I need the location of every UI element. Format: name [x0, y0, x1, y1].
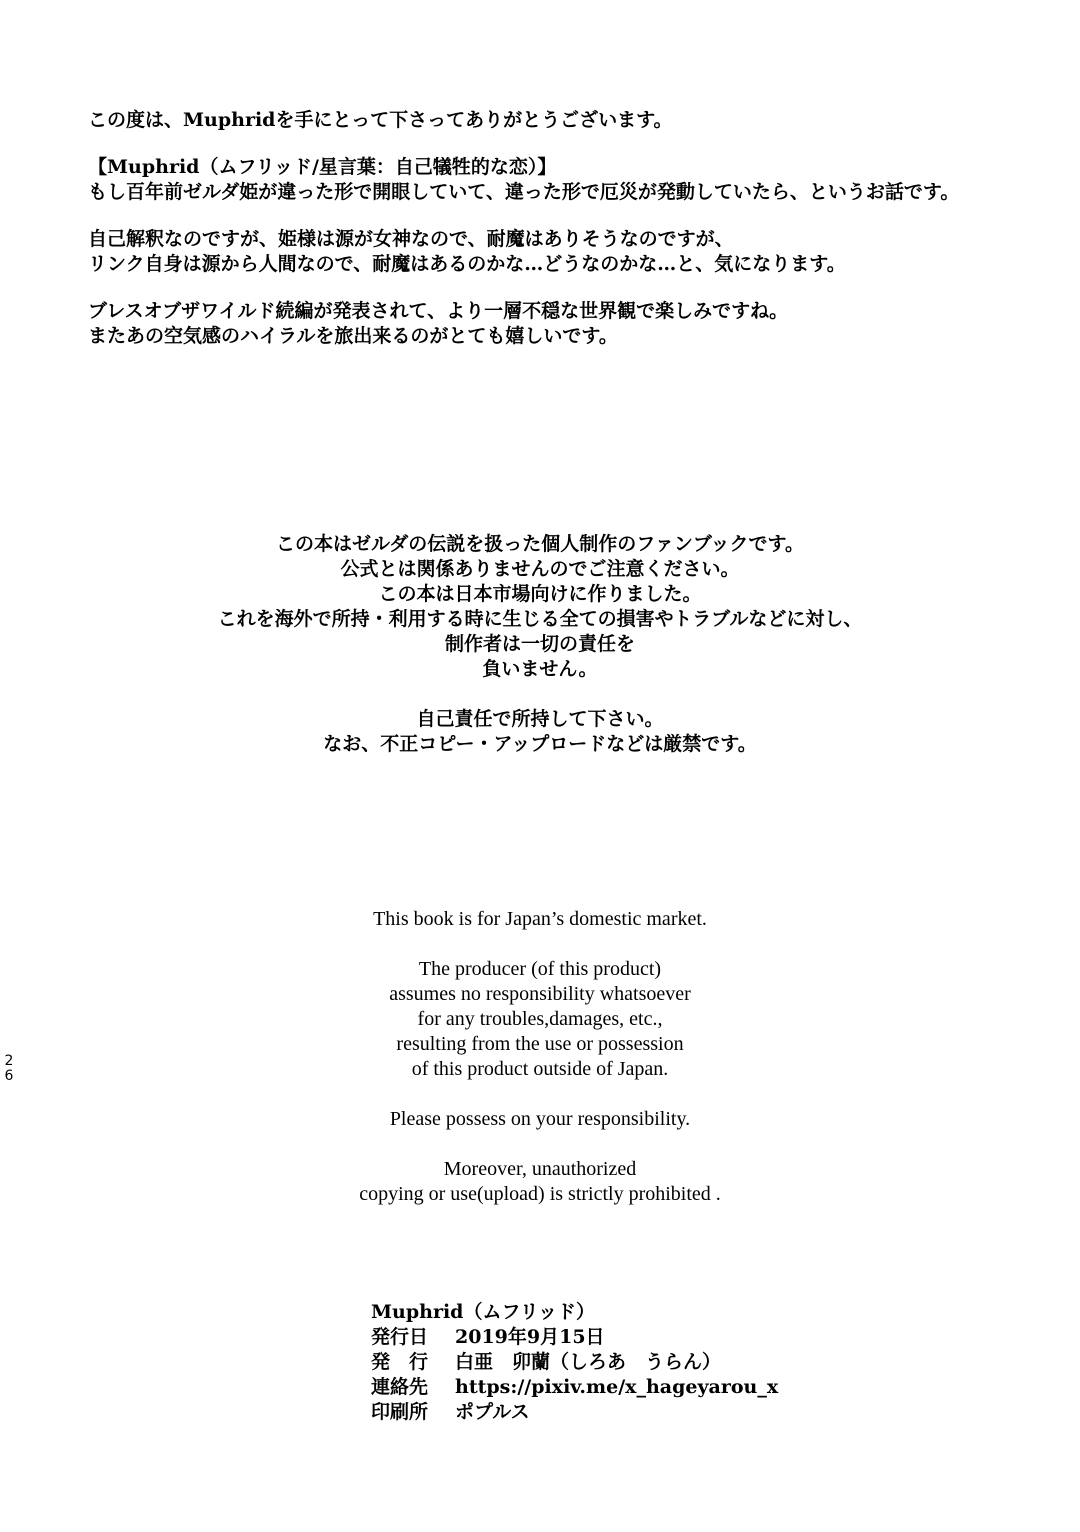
interpretation-paragraph [88, 227, 1048, 277]
story-paragraph [88, 155, 1048, 205]
disclaimer-jp-line-4: これを海外で所持・利用する時に生じる全ての損害やトラブルなどに対し、 [217, 608, 863, 630]
disclaimer-en-line-4: for any troubles,damages, etc., [417, 1008, 663, 1030]
disclaimer-jp-line-1: この本はゼルダの伝説を扱った個人制作のファンブックです。 [275, 533, 804, 555]
colophon-contact-value: https://pixiv.me/x_hageyarou_x [455, 1376, 779, 1398]
page-number [2, 1054, 16, 1084]
disclaimer-en-line-3: assumes no responsibility whatsoever [389, 983, 691, 1005]
disclaimer-en-line-2: The producer (of this product) [418, 958, 662, 980]
colophon-date-row [371, 1325, 778, 1350]
thanks-paragraph [88, 108, 1048, 133]
english-disclaimer [0, 907, 1080, 1207]
disclaimer-jp-line-6: 負いません。 [482, 658, 598, 680]
colophon-contact-label: 連絡先 [371, 1376, 429, 1398]
sequel-line-2: またあの空気感のハイラルを旅出来るのがとても嬉しいです。 [88, 325, 618, 347]
colophon-contact-row [371, 1375, 778, 1400]
disclaimer-jp-line-3: この本は日本市場向けに作りました。 [378, 583, 702, 605]
colophon-printer-label: 印刷所 [371, 1401, 429, 1423]
disclaimer-jp-spacer [0, 682, 1080, 707]
sequel-line-1: ブレスオブザワイルド続編が発表されて、より一層不穏な世界観で楽しみですね。 [88, 300, 789, 322]
disclaimer-en-line-9: copying or use(upload) is strictly prohibited . [359, 1183, 721, 1205]
disclaimer-en-line-5: resulting from the use or possession [396, 1033, 684, 1055]
colophon-date-label: 発行日 [371, 1326, 429, 1348]
colophon [371, 1300, 778, 1425]
disclaimer-en-spacer-1 [0, 932, 1080, 957]
disclaimer-en-spacer-2 [0, 1082, 1080, 1107]
colophon-book-title: Muphrid（ムフリッド） [371, 1301, 595, 1323]
story-title-line: 【Muphrid（ムフリッド/星言葉：自己犠牲的な恋）】 [88, 156, 557, 178]
interpretation-line-1: 自己解釈なのですが、姫様は源が女神なので、耐魔はありそうなのですが、 [88, 228, 734, 250]
colophon-publisher-row [371, 1350, 778, 1375]
disclaimer-en-line-7: Please possess on your responsibility. [389, 1108, 691, 1130]
afterword [88, 108, 1048, 371]
disclaimer-jp-line-5: 制作者は一切の責任を [444, 633, 635, 655]
colophon-publisher-label: 発 行 [371, 1351, 429, 1373]
colophon-title-row [371, 1300, 778, 1325]
colophon-printer-value: ポプルス [455, 1401, 530, 1423]
disclaimer-jp-line-8: なお、不正コピー・アップロードなどは厳禁です。 [323, 733, 757, 755]
disclaimer-en-line-6: of this product outside of Japan. [411, 1058, 669, 1080]
story-summary-line: もし百年前ゼルダ姫が違った形で開眼していて、違った形で厄災が発動していたら、というお話です。 [88, 181, 960, 203]
interpretation-line-2: リンク自身は源から人間なので、耐魔はあるのかな…どうなのかな…と、気になります。 [88, 253, 846, 275]
colophon-date-value: 2019年9月15日 [455, 1326, 605, 1348]
colophon-publisher-value: 白亜 卯蘭（しろあ うらん） [455, 1351, 722, 1373]
disclaimer-en-spacer-3 [0, 1132, 1080, 1157]
disclaimer-en-line-1: This book is for Japan’s domestic market. [373, 908, 707, 930]
colophon-printer-row [371, 1400, 778, 1425]
sequel-paragraph [88, 299, 1048, 349]
thanks-line: この度は、Muphridを手にとって下さってありがとうございます。 [88, 109, 673, 131]
page-number-digit-1: 2 [4, 1053, 14, 1069]
disclaimer-jp-line-7: 自己責任で所持して下さい。 [416, 708, 664, 730]
page-number-digit-2: 6 [4, 1068, 14, 1084]
disclaimer-jp-line-2: 公式とは関係ありませんのでご注意ください。 [340, 558, 740, 580]
japanese-disclaimer [0, 532, 1080, 757]
disclaimer-en-line-8: Moreover, unauthorized [443, 1158, 637, 1180]
